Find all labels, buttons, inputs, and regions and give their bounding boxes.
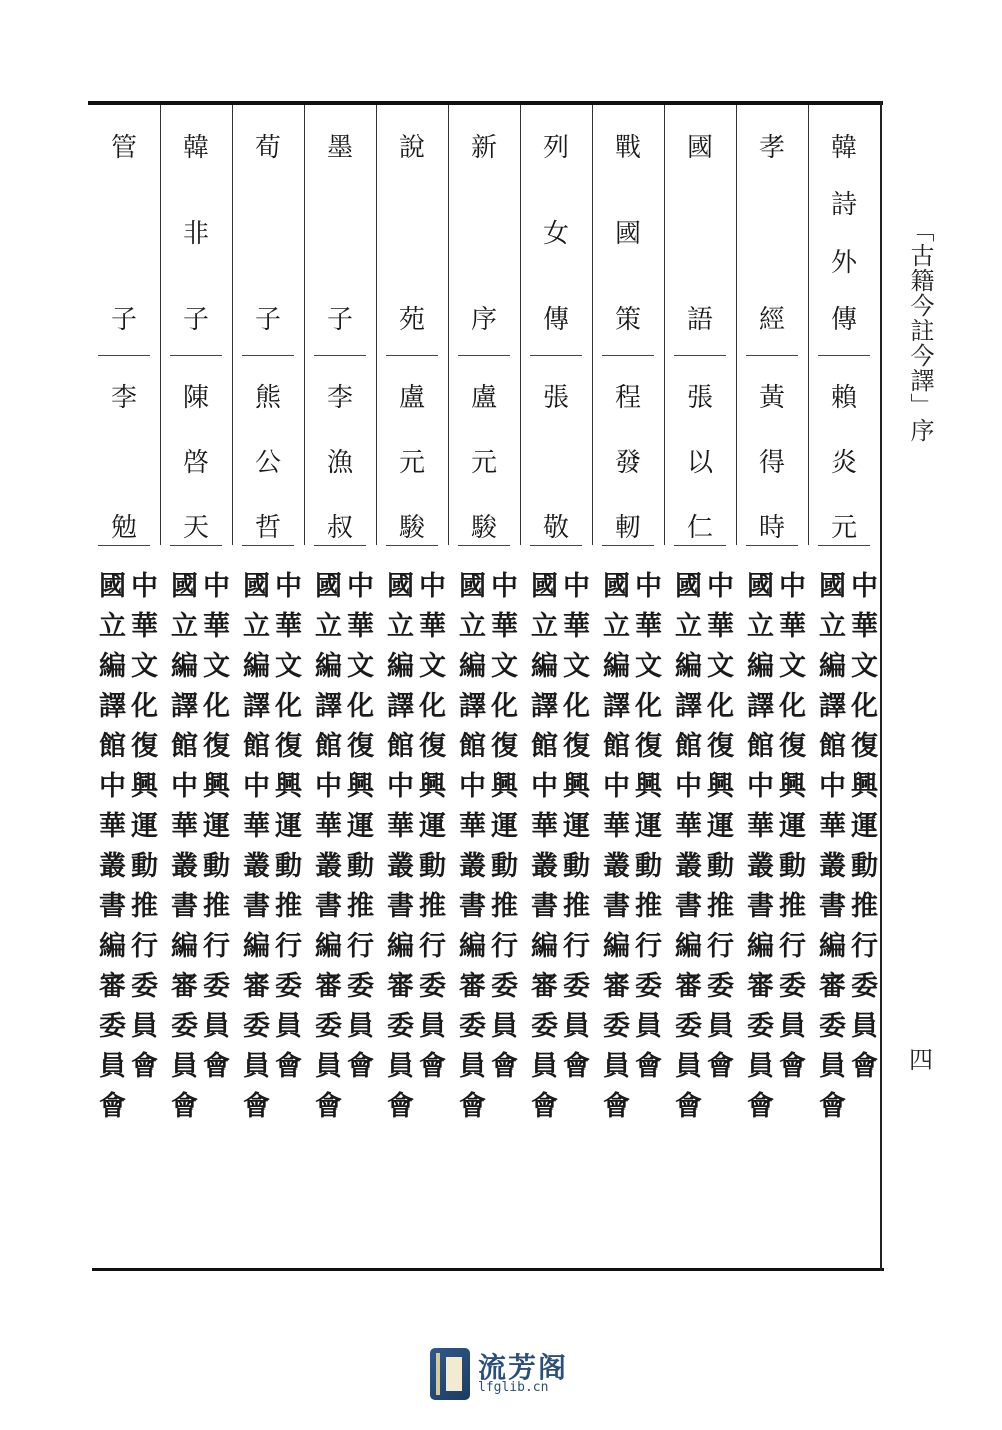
book-entry	[376, 105, 448, 1267]
publisher-line-2: 國立編譯館中華叢書編審委員會	[742, 571, 773, 1131]
cell-separator	[242, 545, 294, 546]
publisher-line-2: 國立編譯館中華叢書編審委員會	[382, 571, 413, 1131]
cell-separator	[746, 545, 798, 546]
translator-name: 熊 公 哲	[254, 383, 281, 543]
publisher-credit	[736, 571, 808, 1151]
publisher-line-1: 中華文化復興運動推行委員會	[270, 571, 301, 1091]
publisher-line-2: 國立編譯館中華叢書編審委員會	[814, 571, 845, 1131]
watermark-site: lfglib.cn	[478, 1380, 549, 1395]
book-title: 孝 經	[758, 133, 785, 335]
book-title: 國 語	[686, 133, 713, 335]
cell-separator	[602, 355, 654, 356]
column-divider	[304, 105, 305, 545]
book-title: 說 苑	[398, 133, 425, 335]
column-divider	[232, 105, 233, 545]
translator-name: 盧 元 駿	[398, 383, 425, 543]
publisher-credit	[448, 571, 520, 1151]
publisher-line-1: 中華文化復興運動推行委員會	[342, 571, 373, 1091]
cell-separator	[386, 355, 438, 356]
cell-separator	[170, 355, 222, 356]
publisher-line-1: 中華文化復興運動推行委員會	[774, 571, 805, 1091]
publisher-credit	[88, 571, 160, 1151]
cell-separator	[314, 355, 366, 356]
book-icon	[430, 1348, 470, 1400]
cell-separator	[602, 545, 654, 546]
translator-name: 李 勉	[110, 383, 137, 543]
publisher-credit	[592, 571, 664, 1151]
translator-name: 黃 得 時	[758, 383, 785, 543]
publisher-line-2: 國立編譯館中華叢書編審委員會	[526, 571, 557, 1131]
cell-separator	[458, 355, 510, 356]
publisher-credit	[160, 571, 232, 1151]
publisher-line-2: 國立編譯館中華叢書編審委員會	[598, 571, 629, 1131]
cell-separator	[98, 545, 150, 546]
publisher-line-2: 國立編譯館中華叢書編審委員會	[238, 571, 269, 1131]
page-number: 四	[909, 1046, 933, 1074]
publisher-line-1: 中華文化復興運動推行委員會	[198, 571, 229, 1091]
translator-name: 程 發 軔	[614, 383, 641, 543]
translator-name: 盧 元 駿	[470, 383, 497, 543]
book-title: 韓 非 子	[182, 133, 209, 335]
cell-separator	[530, 545, 582, 546]
publisher-line-1: 中華文化復興運動推行委員會	[846, 571, 877, 1091]
publisher-line-2: 國立編譯館中華叢書編審委員會	[94, 571, 125, 1131]
book-entry	[736, 105, 808, 1267]
watermark-name: 流芳阁	[478, 1351, 569, 1384]
book-entry	[232, 105, 304, 1267]
cell-separator	[746, 355, 798, 356]
cell-separator	[458, 545, 510, 546]
publisher-line-2: 國立編譯館中華叢書編審委員會	[670, 571, 701, 1131]
book-entry	[448, 105, 520, 1267]
watermark-logo	[430, 1346, 580, 1402]
translator-name: 張 敬	[542, 383, 569, 543]
publisher-credit	[304, 571, 376, 1151]
book-title: 戰 國 策	[614, 133, 641, 335]
book-title: 韓 詩 外 傳	[830, 133, 857, 335]
book-title: 新 序	[470, 133, 497, 335]
book-entry	[664, 105, 736, 1267]
book-title: 荀 子	[254, 133, 281, 335]
cell-separator	[674, 545, 726, 546]
bottom-rule	[92, 1268, 884, 1271]
publisher-line-2: 國立編譯館中華叢書編審委員會	[166, 571, 197, 1131]
running-title: 「古籍今註今譯」序	[906, 218, 934, 443]
publisher-line-1: 中華文化復興運動推行委員會	[486, 571, 517, 1091]
publisher-line-1: 中華文化復興運動推行委員會	[630, 571, 661, 1091]
cell-separator	[674, 355, 726, 356]
book-title: 管 子	[110, 133, 137, 335]
cell-separator	[242, 355, 294, 356]
publisher-line-1: 中華文化復興運動推行委員會	[126, 571, 157, 1091]
book-entry	[520, 105, 592, 1267]
book-entry	[592, 105, 664, 1267]
publisher-line-2: 國立編譯館中華叢書編審委員會	[310, 571, 341, 1131]
publisher-line-1: 中華文化復興運動推行委員會	[702, 571, 733, 1091]
column-divider	[808, 105, 809, 545]
publisher-line-2: 國立編譯館中華叢書編審委員會	[454, 571, 485, 1131]
publisher-credit	[376, 571, 448, 1151]
publisher-credit	[664, 571, 736, 1151]
book-entry	[88, 105, 160, 1267]
translator-name: 張 以 仁	[686, 383, 713, 543]
book-title: 列 女 傳	[542, 133, 569, 335]
column-divider	[592, 105, 593, 545]
column-divider	[736, 105, 737, 545]
cell-separator	[98, 355, 150, 356]
book-entry	[160, 105, 232, 1267]
publisher-credit	[520, 571, 592, 1151]
column-divider	[160, 105, 161, 545]
column-divider	[448, 105, 449, 545]
publisher-line-1: 中華文化復興運動推行委員會	[558, 571, 589, 1091]
translator-name: 賴 炎 元	[830, 383, 857, 543]
right-frame-line	[880, 101, 882, 1271]
book-title: 墨 子	[326, 133, 353, 335]
book-list-table	[88, 105, 880, 1267]
book-entry	[304, 105, 376, 1267]
cell-separator	[386, 545, 438, 546]
translator-name: 陳 啓 天	[182, 383, 209, 543]
publisher-credit	[808, 571, 880, 1151]
translator-name: 李 漁 叔	[326, 383, 353, 543]
column-divider	[664, 105, 665, 545]
cell-separator	[818, 355, 870, 356]
cell-separator	[314, 545, 366, 546]
column-divider	[520, 105, 521, 545]
publisher-credit	[232, 571, 304, 1151]
cell-separator	[170, 545, 222, 546]
book-entry	[808, 105, 880, 1267]
cell-separator	[818, 545, 870, 546]
cell-separator	[530, 355, 582, 356]
column-divider	[376, 105, 377, 545]
publisher-line-1: 中華文化復興運動推行委員會	[414, 571, 445, 1091]
